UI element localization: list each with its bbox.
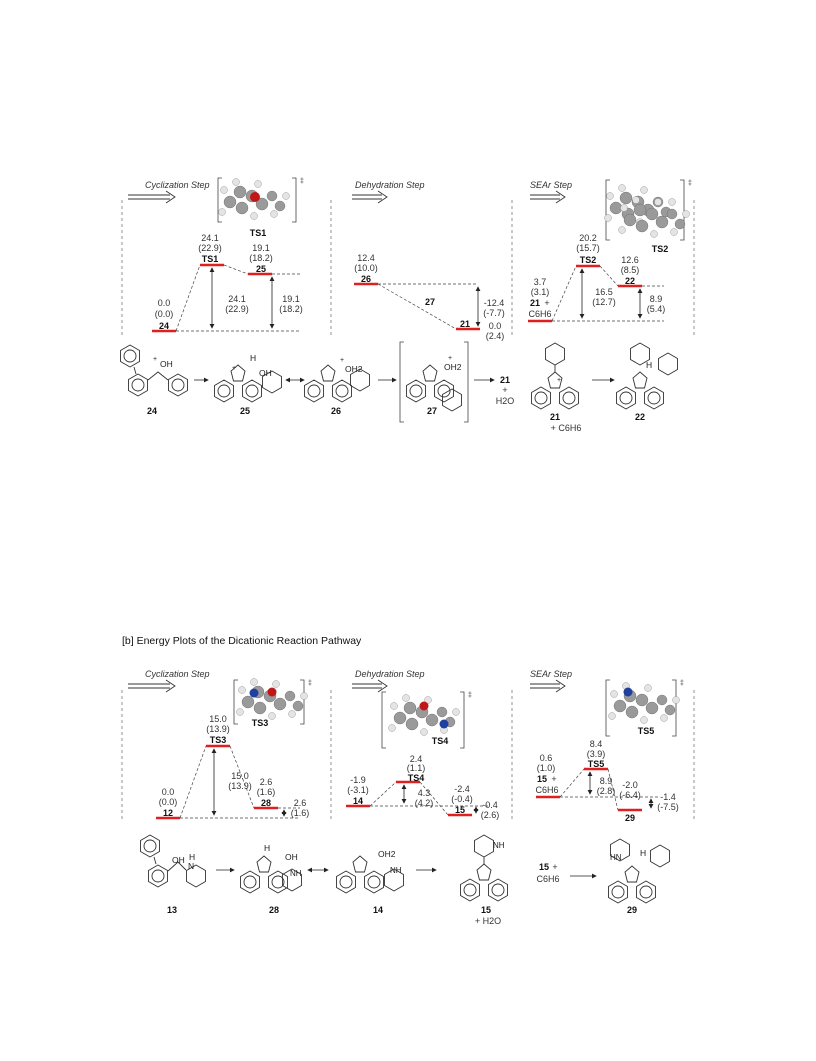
species-label: TS5 bbox=[587, 759, 605, 769]
compound-label: 22 bbox=[634, 412, 646, 422]
energy-value: 0.0 bbox=[157, 298, 171, 308]
energy-value-paren: (0.0) bbox=[158, 797, 178, 807]
compound-label: 21 bbox=[549, 412, 561, 422]
scheme-a bbox=[121, 342, 678, 433]
barrier-value-paren: (13.9) bbox=[228, 781, 252, 791]
energy-value-paren: (1.0) bbox=[536, 763, 556, 773]
oh2-label: OH2 bbox=[378, 849, 396, 859]
oh-label: OH bbox=[259, 368, 272, 378]
molecule-24 bbox=[121, 345, 188, 416]
hollow-arrow-icon bbox=[530, 680, 565, 692]
species-label: 15 bbox=[536, 774, 548, 784]
energy-value-paren: (10.0) bbox=[354, 263, 378, 273]
energy-plot-b-sear bbox=[535, 739, 678, 823]
barrier-value-paren: (22.9) bbox=[225, 304, 249, 314]
compound-label: 21 bbox=[499, 375, 511, 385]
energy-value-paren: (3.1) bbox=[530, 287, 550, 297]
energy-value: 12.4 bbox=[357, 253, 375, 263]
nitrogen-atom bbox=[250, 689, 259, 698]
barrier-value-paren: (4.2) bbox=[414, 798, 434, 808]
energy-value-paren: (18.2) bbox=[249, 253, 273, 263]
compound-label: 14 bbox=[372, 905, 384, 915]
hollow-arrow-icon bbox=[128, 680, 175, 692]
hn-label: HN bbox=[610, 853, 622, 862]
benzene-label: C6H6 bbox=[535, 785, 559, 795]
ts-double-dagger: ‡ bbox=[300, 178, 304, 185]
ts-double-dagger: ‡ bbox=[680, 680, 684, 687]
step-title: Dehydration Step bbox=[355, 180, 425, 190]
energy-value: 8.4 bbox=[589, 739, 603, 749]
ts1-structure bbox=[218, 178, 304, 238]
ts-label: TS3 bbox=[251, 718, 269, 728]
ts-double-dagger: ‡ bbox=[688, 180, 692, 187]
nitrogen-atom bbox=[440, 720, 449, 729]
energy-value-paren: (3.9) bbox=[586, 749, 606, 759]
species-label: 25 bbox=[255, 264, 267, 274]
hollow-arrow-icon bbox=[530, 191, 565, 203]
species-label: 29 bbox=[624, 813, 636, 823]
energy-value: 15.0 bbox=[209, 714, 227, 724]
molecule-26 bbox=[305, 357, 370, 416]
ts2-structure bbox=[605, 180, 693, 254]
species-label: TS3 bbox=[209, 735, 227, 745]
oxygen-atom bbox=[250, 192, 260, 202]
oh2-label: OH2 bbox=[345, 364, 363, 374]
ts-double-dagger: ‡ bbox=[468, 692, 472, 699]
oh-label: OH bbox=[160, 359, 173, 369]
step-title: SEAr Step bbox=[530, 669, 573, 679]
barrier-value: -1.4 bbox=[660, 792, 676, 802]
compound-label: 15 bbox=[538, 862, 550, 872]
species-label: TS2 bbox=[579, 255, 597, 265]
water-label: H2O bbox=[495, 396, 515, 406]
species-label: 27 bbox=[424, 297, 436, 307]
energy-value-paren: (1.6) bbox=[256, 787, 276, 797]
molecule-22 bbox=[617, 343, 678, 422]
plus-sign: + bbox=[552, 862, 558, 872]
energy-value: 19.1 bbox=[252, 243, 270, 253]
energy-value: 24.1 bbox=[201, 233, 219, 243]
compound-label: 13 bbox=[166, 905, 178, 915]
plus-sign: + bbox=[544, 298, 550, 308]
energy-value: 2.4 bbox=[409, 754, 423, 764]
compound-label: 15 bbox=[480, 905, 492, 915]
n-label: N bbox=[188, 861, 195, 871]
species-label: 15 bbox=[454, 805, 466, 815]
barrier-value-paren: (5.4) bbox=[646, 304, 666, 314]
energy-value-paren: (-6.4) bbox=[619, 790, 641, 800]
barrier-value: -12.4 bbox=[483, 298, 505, 308]
nh-label: NH bbox=[390, 866, 402, 875]
energy-plot-b-dehydration bbox=[346, 754, 499, 820]
compound-label: 28 bbox=[268, 905, 280, 915]
ts3-structure bbox=[234, 679, 312, 729]
ts-label: TS5 bbox=[637, 726, 655, 736]
species-label: 28 bbox=[260, 798, 272, 808]
oh-label: OH bbox=[285, 852, 298, 862]
benzene-label: C6H6 bbox=[536, 874, 560, 884]
benzene-label: C6H6 bbox=[528, 309, 552, 319]
charge-label: + bbox=[448, 355, 453, 362]
oh-label: OH bbox=[172, 855, 185, 865]
oxygen-atom bbox=[420, 702, 429, 711]
oh2-label: OH2 bbox=[444, 362, 462, 372]
charge-label: + bbox=[340, 357, 345, 364]
barrier-value-paren: (2.8) bbox=[596, 786, 616, 796]
energy-value-paren: (0.0) bbox=[154, 309, 174, 319]
species-label: 12 bbox=[162, 808, 174, 818]
charge-label: + bbox=[153, 356, 158, 363]
compound-label: 27 bbox=[426, 406, 438, 416]
molecule-28 bbox=[241, 843, 302, 915]
energy-value-paren: (13.9) bbox=[206, 724, 230, 734]
barrier-value: -0.4 bbox=[482, 800, 498, 810]
panel-a-step-header-sear bbox=[530, 180, 572, 203]
energy-value: 0.0 bbox=[161, 787, 175, 797]
barrier-value-paren: (2.6) bbox=[480, 810, 500, 820]
water-label: + H2O bbox=[474, 916, 502, 926]
benzene-label: + C6H6 bbox=[550, 423, 582, 433]
energy-value: -2.4 bbox=[454, 784, 470, 794]
species-label: 21 bbox=[529, 298, 541, 308]
ts5-structure bbox=[606, 680, 684, 736]
barrier-value: 19.1 bbox=[282, 294, 300, 304]
ts-label: TS4 bbox=[431, 736, 449, 746]
species-label: 26 bbox=[360, 274, 372, 284]
compound-label: 25 bbox=[239, 406, 251, 416]
barrier-value: 16.5 bbox=[595, 287, 613, 297]
energy-value: 20.2 bbox=[579, 233, 597, 243]
energy-value-paren: (1.1) bbox=[406, 763, 426, 773]
energy-plot-b-cyclization bbox=[156, 714, 309, 818]
step-title: SEAr Step bbox=[530, 180, 573, 190]
ts-double-dagger: ‡ bbox=[308, 680, 312, 687]
energy-value: 3.7 bbox=[533, 277, 547, 287]
energy-value-paren: (15.7) bbox=[576, 243, 600, 253]
energy-value-paren: (-0.4) bbox=[451, 794, 473, 804]
barrier-value: 2.6 bbox=[293, 798, 307, 808]
barrier-value: 8.9 bbox=[599, 776, 613, 786]
nitrogen-atom bbox=[624, 688, 633, 697]
barrier-value: 8.9 bbox=[649, 294, 663, 304]
hollow-arrow-icon bbox=[352, 680, 387, 692]
panel-a-step-header-dehydration bbox=[352, 180, 425, 203]
energy-value: 12.6 bbox=[621, 255, 639, 265]
charge-label: + bbox=[232, 365, 237, 372]
nh-label: NH bbox=[493, 841, 505, 850]
energy-value-paren: (2.4) bbox=[485, 331, 505, 341]
ts-label: TS1 bbox=[249, 228, 267, 238]
nh-label: NH bbox=[290, 869, 302, 878]
plus-sign: + bbox=[502, 385, 508, 395]
barrier-value: 4.3 bbox=[417, 788, 431, 798]
h-label: H bbox=[640, 848, 647, 858]
panel-b-title: [b] Energy Plots of the Dicationic Reaction Pathway bbox=[122, 635, 362, 647]
molecule-14 bbox=[337, 849, 404, 915]
energy-value: 0.6 bbox=[539, 753, 553, 763]
ts-label: TS2 bbox=[651, 244, 669, 254]
energy-plot-a-sear bbox=[528, 233, 665, 321]
step-title: Cyclization Step bbox=[145, 669, 210, 679]
h-label: H bbox=[189, 852, 196, 862]
h-label: H bbox=[264, 843, 271, 853]
species-label: 24 bbox=[158, 321, 170, 331]
barrier-value-paren: (-7.7) bbox=[483, 308, 505, 318]
hollow-arrow-icon bbox=[352, 191, 387, 203]
energy-value-paren: (8.5) bbox=[620, 265, 640, 275]
energy-plot-a-cyclization bbox=[152, 233, 303, 331]
panel-b-step-header-cyclization bbox=[128, 669, 210, 692]
species-label: 14 bbox=[352, 796, 364, 806]
charge-label: + bbox=[557, 377, 562, 384]
barrier-value-paren: (18.2) bbox=[279, 304, 303, 314]
compound-label: 26 bbox=[330, 406, 342, 416]
energy-value: 2.6 bbox=[259, 777, 273, 787]
molecule-13 bbox=[141, 835, 206, 915]
molecule-25 bbox=[215, 353, 282, 416]
molecule-15 bbox=[461, 835, 508, 926]
species-label: 22 bbox=[624, 276, 636, 286]
hollow-arrow-icon bbox=[128, 191, 175, 203]
panel-a-step-header-cyclization bbox=[128, 180, 210, 203]
energy-value-paren: (22.9) bbox=[198, 243, 222, 253]
molecule-27 bbox=[400, 342, 468, 422]
ts4-structure bbox=[382, 692, 472, 748]
compound-label: 24 bbox=[146, 406, 158, 416]
energy-value-paren: (-3.1) bbox=[347, 785, 369, 795]
molecule-21 bbox=[532, 343, 582, 433]
compound-label: 29 bbox=[626, 905, 638, 915]
scheme-b bbox=[141, 835, 670, 926]
energy-value: 0.0 bbox=[488, 321, 502, 331]
species-label: TS1 bbox=[201, 254, 219, 264]
panel-b-step-header-sear bbox=[530, 669, 572, 692]
panel-b-step-header-dehydration bbox=[352, 669, 425, 692]
molecule-29 bbox=[609, 839, 670, 915]
barrier-value-paren: (-7.5) bbox=[657, 802, 679, 812]
energy-value: -2.0 bbox=[622, 780, 638, 790]
species-label: 21 bbox=[459, 319, 471, 329]
h-label: H bbox=[646, 360, 653, 370]
oxygen-atom bbox=[268, 688, 277, 697]
energy-plot-a-dehydration bbox=[354, 253, 505, 341]
step-title: Dehydration Step bbox=[355, 669, 425, 679]
barrier-value: 15.0 bbox=[231, 771, 249, 781]
barrier-value: 24.1 bbox=[228, 294, 246, 304]
barrier-value-paren: (1.6) bbox=[290, 808, 310, 818]
barrier-value-paren: (12.7) bbox=[592, 297, 616, 307]
species-label: TS4 bbox=[407, 773, 425, 783]
step-title: Cyclization Step bbox=[145, 180, 210, 190]
energy-value: -1.9 bbox=[350, 775, 366, 785]
h-label: H bbox=[250, 353, 257, 363]
plus-sign: + bbox=[551, 774, 557, 784]
